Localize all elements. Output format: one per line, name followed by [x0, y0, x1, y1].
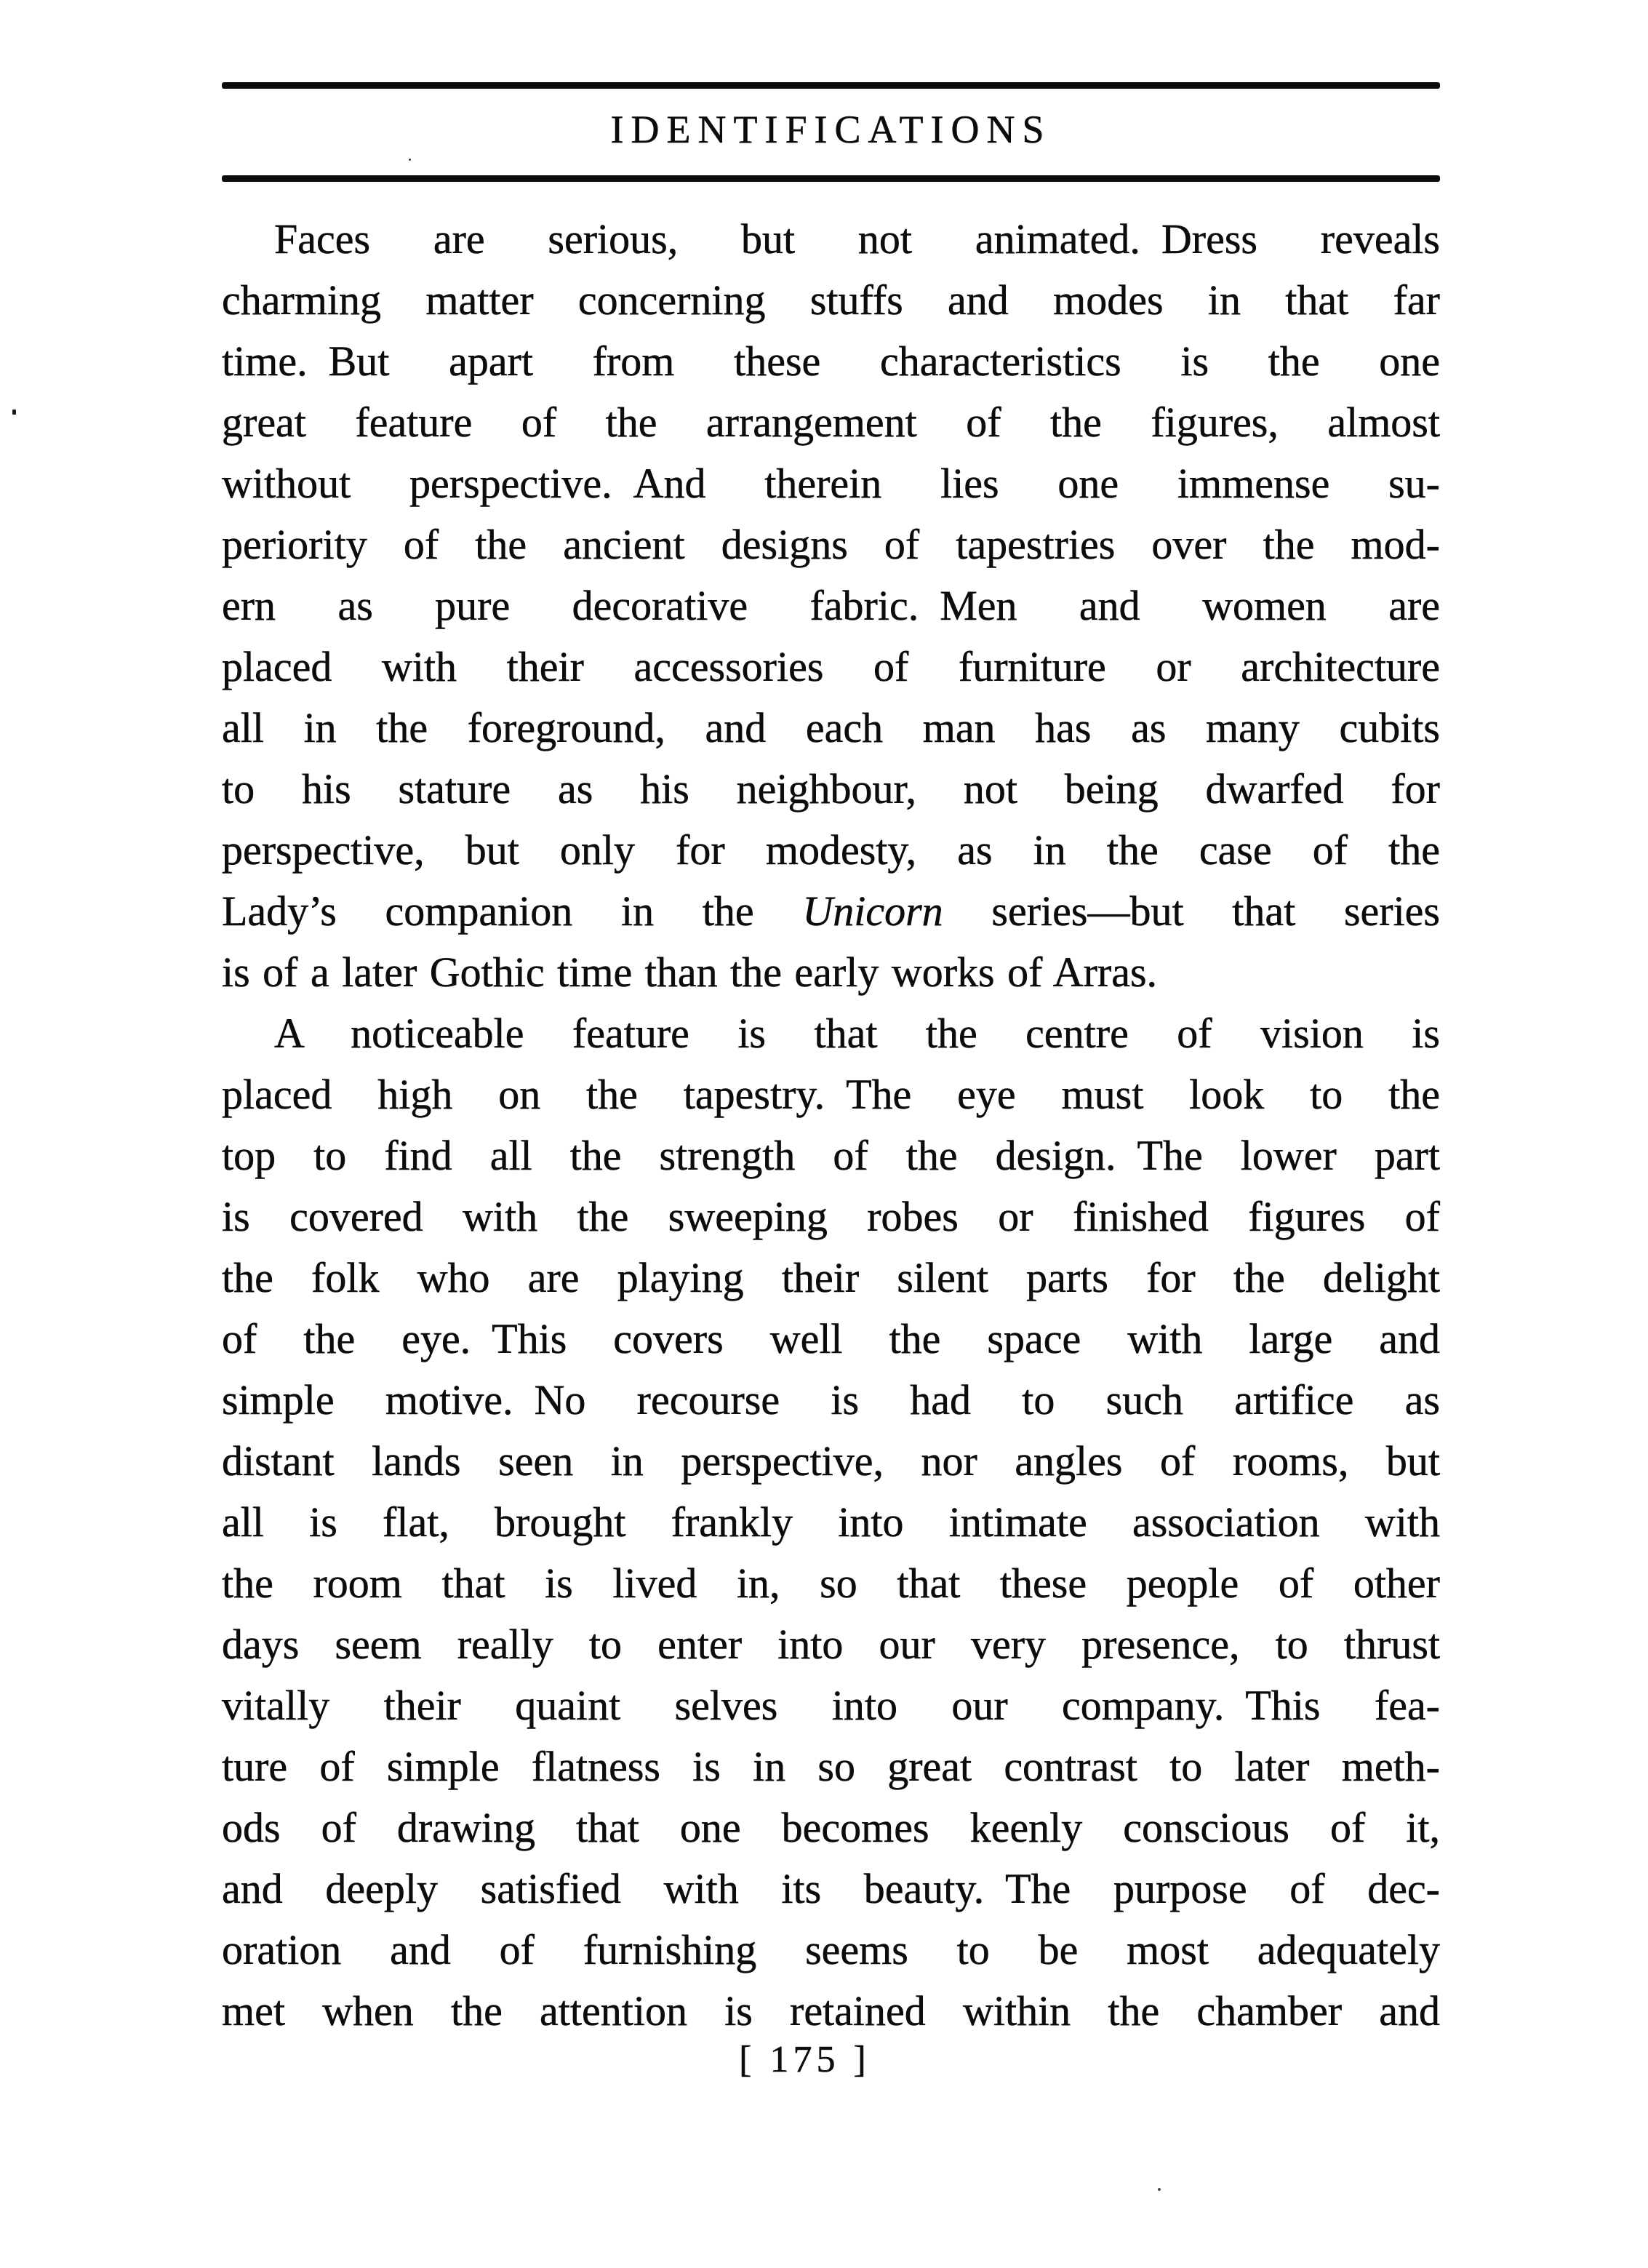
text-line: time. But apart from these characteristics is the one: [222, 338, 1440, 385]
text-line: ture of simple flatness is in so great contrast to later meth-: [222, 1743, 1440, 1790]
text-line: Lady’s companion in the Unicorn series—but that series: [222, 887, 1440, 935]
text-line: top to find all the strength of the design. The lower part: [222, 1132, 1440, 1179]
body-text: [222, 209, 1440, 2042]
text-line: is covered with the sweeping robes or finished figures of: [222, 1193, 1440, 1240]
text-line: simple motive. No recourse is had to such artifice as: [222, 1376, 1440, 1424]
text-line: charming matter concerning stuffs and modes in that far: [222, 276, 1440, 324]
scan-speck: [1158, 2188, 1161, 2191]
italic-term: Unicorn: [802, 887, 943, 935]
header-rule-top: [222, 82, 1440, 89]
text-line: perspective, but only for modesty, as in the case of the: [222, 826, 1440, 874]
text-line: met when the attention is retained within the chamber and: [222, 1987, 1440, 2035]
text-line: vitally their quaint selves into our company. This fea-: [222, 1682, 1440, 1729]
page-number: [ 175 ]: [739, 2039, 871, 2080]
text-line: Faces are serious, but not animated. Dress reveals: [274, 215, 1440, 263]
text-line: is of a later Gothic time than the early works of Arras.: [222, 949, 1158, 996]
text-line: great feature of the arrangement of the figures, almost: [222, 399, 1440, 446]
text-line: the room that is lived in, so that these people of other: [222, 1560, 1440, 1607]
header-rule-bottom: [222, 175, 1440, 182]
text-line: placed with their accessories of furniture or architecture: [222, 643, 1440, 690]
scan-speck: [12, 410, 16, 415]
text-line: to his stature as his neighbour, not being dwarfed for: [222, 765, 1440, 812]
paragraph: [222, 209, 1440, 1003]
text-line: ods of drawing that one becomes keenly conscious of it,: [222, 1804, 1440, 1851]
text-line: all is flat, brought frankly into intimate association with: [222, 1498, 1440, 1546]
scan-speck: [409, 159, 411, 161]
text-line: distant lands seen in perspective, nor angles of rooms, but: [222, 1437, 1440, 1485]
text-line: of the eye. This covers well the space with large and: [222, 1315, 1440, 1362]
text-line: the folk who are playing their silent parts for the delight: [222, 1254, 1440, 1301]
text-line: without perspective. And therein lies one immense su-: [222, 460, 1440, 507]
text-line: all in the foreground, and each man has as many cubits: [222, 704, 1440, 751]
text-line: placed high on the tapestry. The eye must look to the: [222, 1071, 1440, 1118]
text-line: ern as pure decorative fabric. Men and women are: [222, 582, 1440, 629]
text-line: oration and of furnishing seems to be most adequately: [222, 1926, 1440, 1973]
text-line: periority of the ancient designs of tapestries over the mod-: [222, 521, 1440, 568]
paragraph: [222, 1003, 1440, 2042]
text-line: and deeply satisfied with its beauty. The purpose of dec-: [222, 1865, 1440, 1912]
page-title: IDENTIFICATIONS: [610, 108, 1052, 151]
text-line: A noticeable feature is that the centre of vision is: [274, 1010, 1440, 1057]
text-line: days seem really to enter into our very presence, to thrust: [222, 1621, 1440, 1668]
